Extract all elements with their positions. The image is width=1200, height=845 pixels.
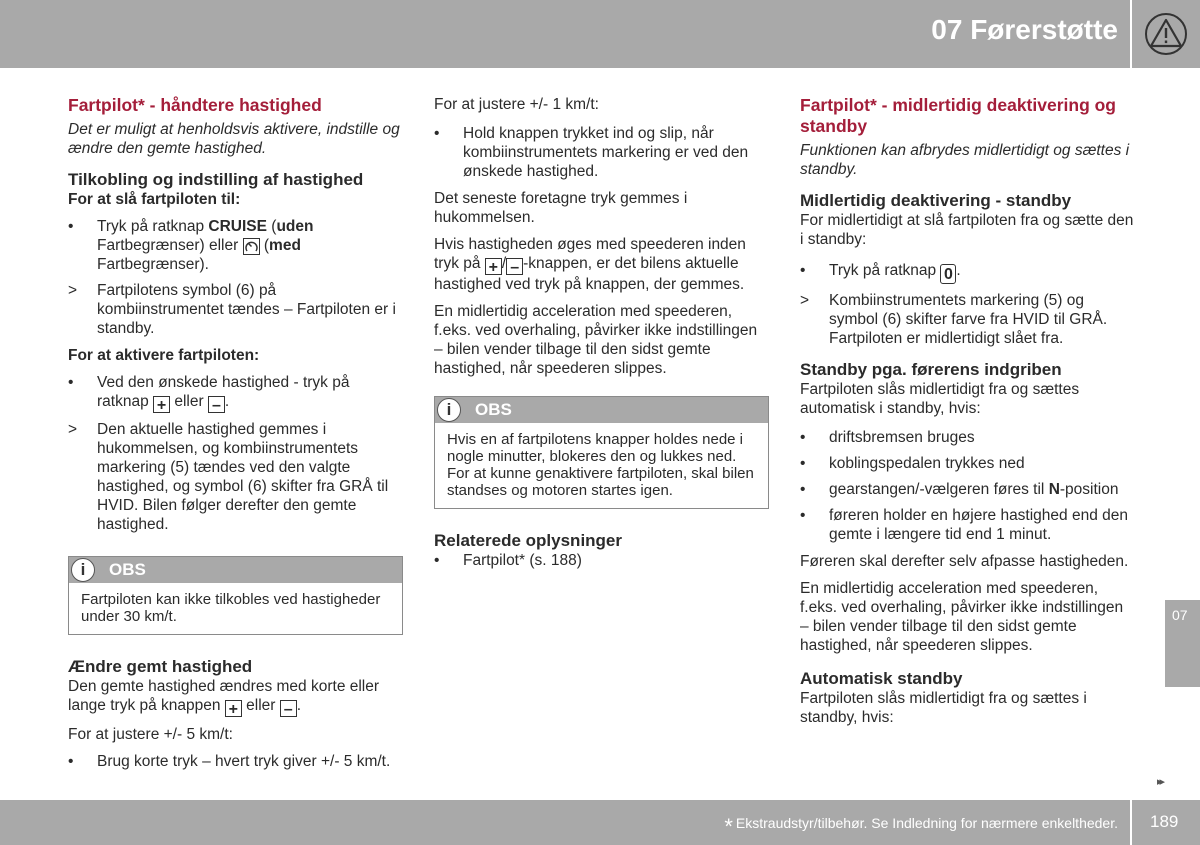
bullet: • bbox=[800, 429, 806, 446]
step-list bbox=[68, 217, 403, 338]
warning-triangle-icon bbox=[1144, 12, 1188, 56]
bullet: • bbox=[800, 481, 806, 498]
footnote-text: Ekstraudstyr/tilbehør. Se Indledning for nærmere enkeltheder. bbox=[735, 815, 1118, 831]
note-label: OBS bbox=[109, 560, 146, 579]
next-page-arrows-icon: ▸▸ bbox=[1157, 776, 1163, 788]
condition-list bbox=[800, 428, 1135, 544]
list-item: • Tryk på ratknap 0 . bbox=[800, 262, 961, 283]
list-item: • Ved den ønskede hastighed - tryk på ratknap + eller – . bbox=[68, 374, 350, 414]
subsection-title: Standby pga. førerens indgriben bbox=[800, 360, 1062, 379]
minus-button-icon: – bbox=[280, 700, 297, 717]
info-icon: i bbox=[437, 398, 461, 422]
bullet: • bbox=[68, 374, 74, 391]
section-intro: Funktionen kan afbrydes midlertidigt og sættes i standby. bbox=[800, 142, 1130, 178]
bullet: • bbox=[800, 455, 806, 472]
plus-button-icon: + bbox=[153, 396, 170, 413]
step-list bbox=[800, 261, 1135, 348]
chapter-tab bbox=[1165, 600, 1200, 687]
paragraph: Føreren skal derefter selv afpasse hastigheden. bbox=[800, 553, 1129, 570]
section-heading: Fartpilot* - midlertidig deaktivering og standby bbox=[800, 95, 1116, 136]
result-marker: > bbox=[68, 421, 78, 438]
related-list bbox=[434, 551, 769, 570]
paragraph: For at justere +/- 1 km/t: bbox=[434, 96, 599, 113]
subsection-title: Tilkobling og indstilling af hastighed bbox=[68, 170, 364, 189]
paragraph: En midlertidig acceleration med speederen, f.eks. ved overhaling, påvirker ikke indstillingen – bilen vender tilbage til den sidst gemte hastighed, når speederen slippes. bbox=[800, 580, 1124, 654]
subsection-title: Automatisk standby bbox=[800, 669, 963, 688]
bullet: • bbox=[68, 753, 74, 770]
page-header bbox=[0, 0, 1130, 68]
bullet: • bbox=[800, 507, 806, 524]
minus-button-icon: – bbox=[208, 396, 225, 413]
list-item: • Hold knappen trykket ind og slip, når kombiinstrumentets markering er ved den ønskede hastighed. bbox=[434, 125, 749, 180]
section-intro: Det er muligt at henholdsvis aktivere, indstille og ændre den gemte hastighed. bbox=[68, 121, 400, 157]
subsection-title: Ændre gemt hastighed bbox=[68, 657, 253, 676]
note-text: Fartpiloten kan ikke tilkobles ved hastigheder under 30 km/t. bbox=[81, 591, 381, 625]
step-list bbox=[68, 752, 403, 771]
step-heading: For at slå fartpiloten til: bbox=[68, 191, 241, 208]
plus-button-icon: + bbox=[225, 700, 242, 717]
paragraph: For midlertidigt at slå fartpiloten fra og sætte den i standby: bbox=[800, 212, 1134, 248]
list-item: > Fartpilotens symbol (6) på kombiinstrumentet tændes – Fartpiloten er i standby. bbox=[68, 282, 396, 337]
subsection-title: Midlertidig deaktivering - standby bbox=[800, 191, 1072, 210]
result-marker: > bbox=[68, 282, 78, 299]
note-text: Hvis en af fartpilotens knapper holdes nede i nogle minutter, blokeres den og lukkes ned. For at kunne genaktivere fartpiloten, skal bilen standses og motoren startes igen. bbox=[447, 431, 754, 499]
list-item[interactable] bbox=[434, 551, 769, 570]
note-label: OBS bbox=[475, 400, 512, 419]
note-box bbox=[68, 556, 403, 635]
list-item: • driftsbremsen bruges bbox=[800, 429, 975, 446]
section-heading: Fartpilot* - håndtere hastighed bbox=[68, 95, 322, 115]
page-number: 189 bbox=[1150, 812, 1179, 831]
speed-limiter-button-icon bbox=[243, 238, 260, 255]
list-item: • gearstangen/-vælgeren føres til N-position bbox=[800, 481, 1119, 498]
bullet: • bbox=[800, 262, 806, 279]
note-box-header bbox=[435, 397, 768, 423]
paragraph: Fartpiloten slås midlertidigt fra og sættes automatisk i standby, hvis: bbox=[800, 381, 1080, 417]
column-1 bbox=[68, 95, 403, 779]
paragraph: For at justere +/- 5 km/t: bbox=[68, 726, 233, 743]
minus-button-icon: – bbox=[506, 258, 523, 275]
header-icon-box bbox=[1132, 0, 1200, 68]
chapter-title: 07 Førerstøtte bbox=[931, 14, 1118, 45]
result-marker: > bbox=[800, 292, 810, 309]
step-list bbox=[68, 373, 403, 534]
subsection-title: Relaterede oplysninger bbox=[434, 531, 623, 550]
zero-button-icon: 0 bbox=[940, 264, 956, 284]
column-3 bbox=[800, 95, 1135, 735]
paragraph: Hvis hastigheden øges med speederen inden tryk på + / – -knappen, er det bilens aktuelle hastighed ved tryk på knappen, der gemmes. bbox=[434, 236, 746, 293]
footnote-star: * bbox=[724, 814, 733, 839]
bullet: • bbox=[434, 552, 440, 569]
info-icon: i bbox=[71, 558, 95, 582]
list-item: • koblingspedalen trykkes ned bbox=[800, 455, 1025, 472]
footnote bbox=[724, 814, 1118, 840]
bullet: • bbox=[68, 218, 74, 235]
column-2 bbox=[434, 95, 769, 578]
related-link[interactable]: Fartpilot* (s. 188) bbox=[463, 552, 582, 569]
note-box-header bbox=[69, 557, 402, 583]
list-item: > Den aktuelle hastighed gemmes i hukommelsen, og kombiinstrumentets markering (5) tændes ved den valgte hastighed, og symbol (6) skifter fra GRÅ til HVID. Bilen følger derefter den gemte hastighed. bbox=[68, 421, 389, 533]
list-item: > Kombiinstrumentets markering (5) og symbol (6) skifter farve fra HVID til GRÅ. Fartpiloten er midlertidigt slået fra. bbox=[800, 292, 1108, 347]
step-heading: For at aktivere fartpiloten: bbox=[68, 347, 260, 364]
page-number-box bbox=[1132, 800, 1200, 845]
paragraph: Den gemte hastighed ændres med korte eller lange tryk på knappen + eller – . bbox=[68, 678, 380, 718]
paragraph: En midlertidig acceleration med speederen, f.eks. ved overhaling, påvirker ikke indstillingen – bilen vender tilbage til den sidst gemte hastighed, når speederen slippes. bbox=[434, 303, 758, 377]
note-box bbox=[434, 396, 769, 509]
plus-button-icon: + bbox=[485, 258, 502, 275]
paragraph: Fartpiloten slås midlertidigt fra og sættes i standby, hvis: bbox=[800, 690, 1087, 726]
list-item: • føreren holder en højere hastighed end den gemte i længere tid end 1 minut. bbox=[800, 507, 1129, 543]
bullet: • bbox=[434, 125, 440, 142]
paragraph: Det seneste foretagne tryk gemmes i hukommelsen. bbox=[434, 190, 688, 226]
list-item: • Brug korte tryk – hvert tryk giver +/- 5 km/t. bbox=[68, 753, 391, 770]
chapter-tab-label: 07 bbox=[1172, 607, 1188, 623]
step-list bbox=[434, 124, 769, 181]
list-item: • Tryk på ratknap CRUISE (uden Fartbegrænser) eller (med Fartbegrænser). bbox=[68, 218, 314, 273]
page-footer bbox=[0, 800, 1130, 845]
